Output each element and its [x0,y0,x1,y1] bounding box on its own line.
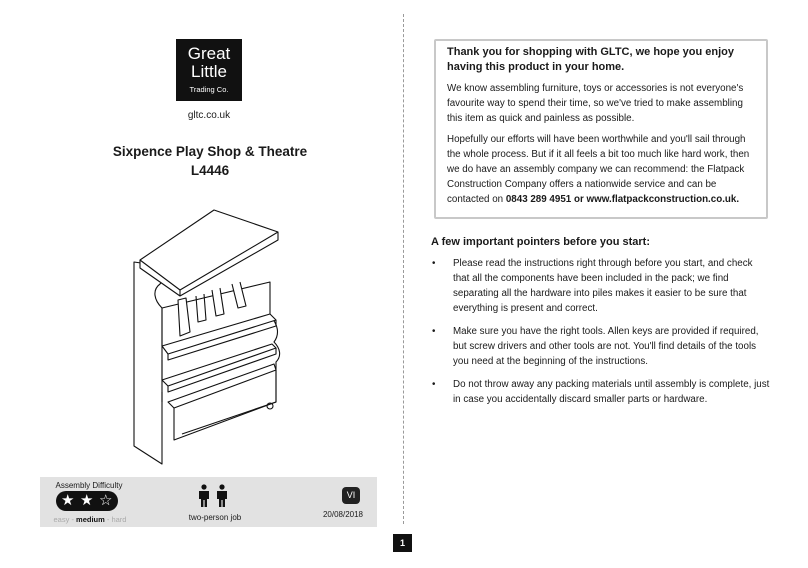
product-code: L4446 [190,163,230,178]
version-badge: VI [342,487,360,504]
brand-logo [176,39,242,101]
difficulty-easy: easy [53,515,70,524]
phone-number: 0843 289 4951 [505,194,572,205]
pointers-heading: A few important pointers before you start: [431,236,651,248]
or-text: or [571,194,587,205]
play-shop-illustration [120,196,300,468]
star-icon: ★ [80,492,94,509]
bullet-icon: • [432,326,436,337]
difficulty-hard: hard [111,515,127,524]
thank-you-box [434,39,768,219]
flatpack-url[interactable]: www.flatpackconstruction.co.uk. [586,194,740,205]
two-person-job-label: two-person job [188,513,242,522]
bullet-icon: • [432,379,436,390]
thank-you-paragraph-1: We know assembling furniture, toys or accessories is not everyone's favourite way to spend their time, so we've tried to make assembling this item as quick and painless as possible. [447,83,744,124]
difficulty-separator: - [104,515,112,524]
list-item [430,256,770,316]
thank-you-heading: Thank you for shopping with GLTC, we hope you enjoy having this product in your home. [447,46,735,73]
assembly-difficulty-label: Assembly Difficulty [55,481,123,490]
bullet-icon: • [432,258,436,269]
star-icon: ★ [61,492,75,509]
list-item-text: Please read the instructions right through before you start, and check that all the components have been included in the pack; we find separating all the hardware into piles makes it easier to be sure that everything is present and correct. [453,258,753,314]
person-icon [215,484,229,508]
website-link[interactable]: gltc.co.uk [187,110,231,121]
logo-line-3: Trading Co. [189,85,229,94]
product-name: Sixpence Play Shop & Theatre [112,144,308,159]
difficulty-scale [46,515,134,524]
page-number: 1 [393,534,412,552]
document-date: 20/08/2018 [322,510,364,519]
difficulty-separator: - [69,515,77,524]
list-item [430,324,770,369]
page-divider [403,14,404,524]
list-item-text: Make sure you have the right tools. Allen keys are provided if required, but screw drivers and other tools are not. You'll find details of the tools you need at the beginning of the instructions. [453,326,759,367]
person-icon [197,484,211,508]
logo-line-2: Little [191,62,227,81]
thank-you-paragraph-2 [447,132,756,207]
assembly-company-text: Hopefully our efforts will have been worthwhile and you'll sail through the whole process. But if it all feels a bit too much like hard work, then we do have an assembly company we can recommend: the Flatpack Construction Company offers a nationwide service and can be contacted on [447,134,750,205]
logo-line-1: Great [187,44,231,63]
difficulty-stars [56,491,118,511]
info-footer [40,477,377,527]
difficulty-medium: medium [76,515,105,524]
list-item [430,377,770,407]
star-outline-icon: ☆ [99,492,113,509]
pointers-list [430,256,770,415]
list-item-text: Do not throw away any packing materials until assembly is complete, just in case you accidentally discard smaller parts or hardware. [453,379,770,405]
